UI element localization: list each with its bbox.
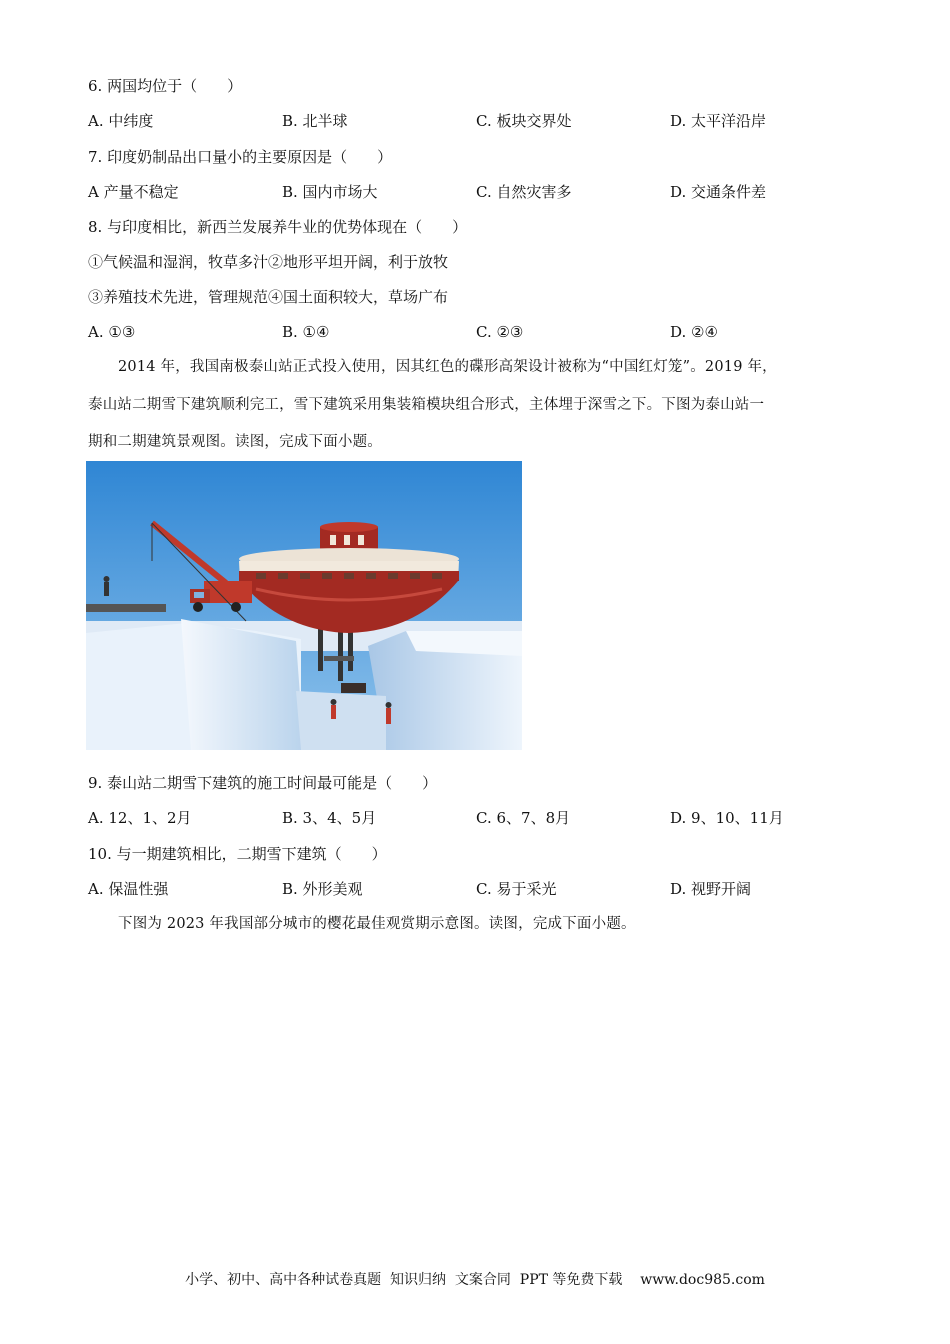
question-10-stem: 10. 与一期建筑相比，二期雪下建筑（ ） — [88, 845, 387, 863]
question-7-option-d: D. 交通条件差 — [670, 183, 767, 201]
taishan-station-photo — [86, 461, 522, 750]
passage-2: 下图为 2023 年我国部分城市的樱花最佳观赏期示意图。读图，完成下面小题。 — [118, 916, 636, 932]
footer-text: 小学、初中、高中各种试卷真题 知识归纳 文案合同 PPT 等免费下载 — [185, 1272, 623, 1288]
question-6-option-b: B. 北半球 — [282, 112, 348, 130]
question-7-stem: 7. 印度奶制品出口量小的主要原因是（ ） — [88, 148, 393, 166]
question-8-option-a: A. ①③ — [88, 323, 136, 341]
question-10-option-c: C. 易于采光 — [476, 880, 557, 898]
question-8-option-d: D. ②④ — [670, 323, 718, 341]
question-9-option-b: B. 3、4、5月 — [282, 809, 377, 827]
question-6-stem: 6. 两国均位于（ ） — [88, 77, 243, 95]
question-10-option-d: D. 视野开阔 — [670, 880, 752, 898]
question-8-option-b: B. ①④ — [282, 323, 330, 341]
question-6-option-d: D. 太平洋沿岸 — [670, 112, 767, 130]
question-10-option-b: B. 外形美观 — [282, 880, 363, 898]
question-6-option-a: A. 中纬度 — [88, 112, 154, 130]
question-9-option-d: D. 9、10、11月 — [670, 809, 784, 827]
passage-1-line-1: 2014 年，我国南极泰山站正式投入使用，因其红色的碟形高架设计被称为“中国红灯笼”。2019 年， — [118, 359, 777, 375]
footer-url: www.doc985.com — [640, 1272, 765, 1288]
question-6-option-c: C. 板块交界处 — [476, 112, 572, 130]
question-10-option-a: A. 保温性强 — [88, 880, 169, 898]
passage-1-line-3: 期和二期建筑景观图。读图，完成下面小题。 — [88, 434, 382, 450]
question-9-stem: 9. 泰山站二期雪下建筑的施工时间最可能是（ ） — [88, 774, 438, 792]
question-8-statement-1: ①气候温和湿润，牧草多汁②地形平坦开阔，利于放牧 — [88, 253, 449, 271]
question-8-option-c: C. ②③ — [476, 323, 524, 341]
page-footer — [0, 1270, 950, 1290]
question-7-option-a: A 产量不稳定 — [88, 183, 179, 201]
question-9-option-a: A. 12、1、2月 — [88, 809, 192, 827]
question-7-option-c: C. 自然灾害多 — [476, 183, 572, 201]
question-8-statement-2: ③养殖技术先进，管理规范④国土面积较大，草场广布 — [88, 288, 449, 306]
question-8-stem: 8. 与印度相比，新西兰发展养牛业的优势体现在（ ） — [88, 218, 468, 236]
question-9-option-c: C. 6、7、8月 — [476, 809, 571, 827]
question-7-option-b: B. 国内市场大 — [282, 183, 378, 201]
passage-1-line-2: 泰山站二期雪下建筑顺利完工，雪下建筑采用集装箱模块组合形式，主体埋于深雪之下。下图为泰山站一 — [88, 397, 765, 413]
